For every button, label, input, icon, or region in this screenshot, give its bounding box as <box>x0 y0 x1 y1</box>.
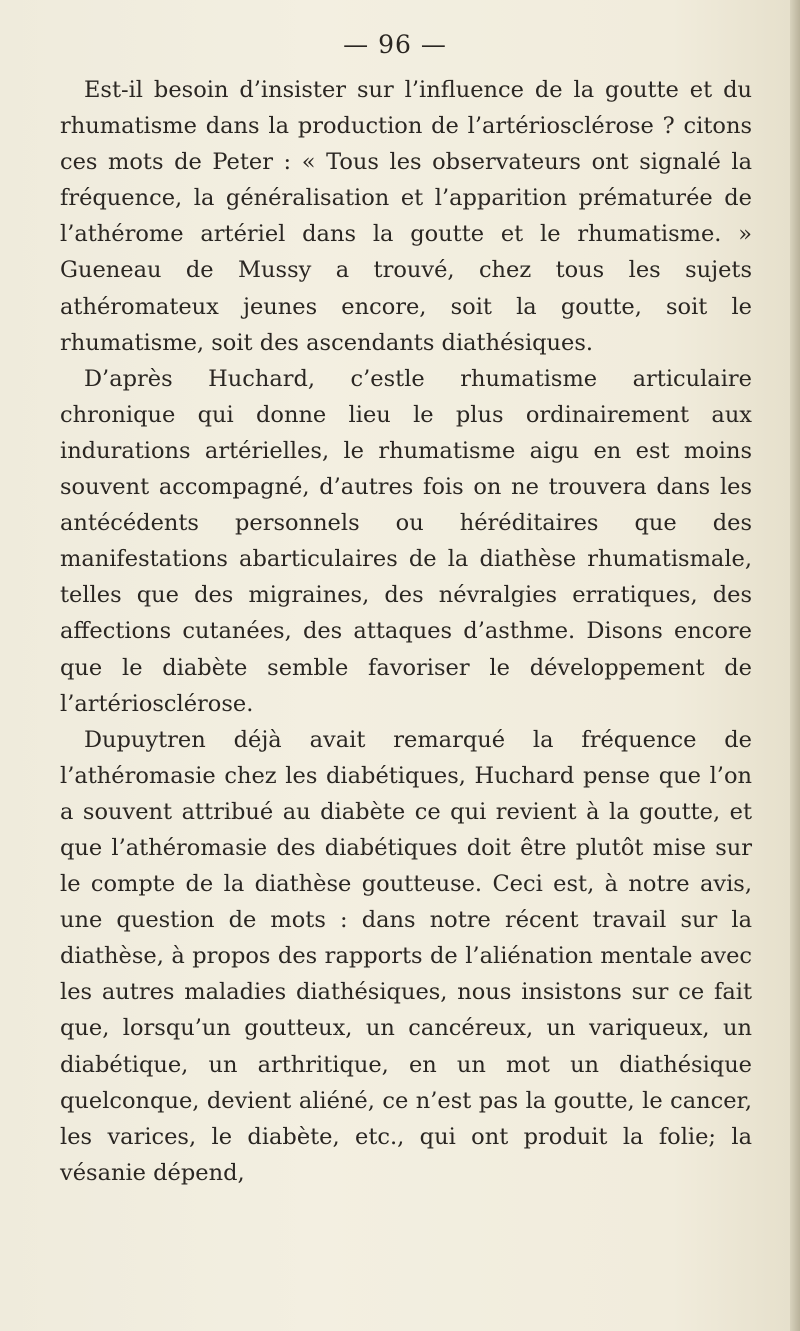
paragraph-2: D’après Huchard, c’estle rhumatisme articulaire chronique qui donne lieu le plus ordinairement aux indurations artérielles, le rhumatisme aigu en est moins souvent accompagné, d’autres fois on ne trouvera dans les antécédents personnels ou héréditaires que des manifestations abarticulaires de la diathèse rhumatismale, telles que des migraines, des névralgies erratiques, des affections cutanées, des attaques d’asthme. Disons encore que le diabète semble favoriser le développement de l’artériosclérose. <box>60 365 752 717</box>
page-number: — 96 — <box>343 30 447 59</box>
page-edge <box>790 0 800 1331</box>
body-text <box>60 72 752 1191</box>
paragraph-1: Est-il besoin d’insister sur l’influence de la goutte et du rhumatisme dans la production de l’artériosclérose ? citons ces mots de Peter : « Tous les observateurs ont signalé la fréquence, la généralisation et l’apparition prématurée de l’athérome artériel dans la goutte et le rhumatisme. » Gueneau de Mussy a trouvé, chez tous les sujets athéromateux jeunes encore, soit la goutte, soit le rhumatisme, soit des ascendants diathésiques. <box>60 77 752 356</box>
paragraph-3: Dupuytren déjà avait remarqué la fréquence de l’athéromasie chez les diabétiques, Huchard pense que l’on a souvent attribué au diabète ce qui revient à la goutte, et que l’athéromasie des diabétiques doit être plutôt mise sur le compte de la diathèse goutteuse. Ceci est, à notre avis, une question de mots : dans notre récent travail sur la diathèse, à propos des rapports de l’aliénation mentale avec les autres maladies diathésiques, nous insistons sur ce fait que, lorsqu’un goutteux, un cancéreux, un variqueux, un diabétique, un arthritique, en un mot un diathésique quelconque, devient aliéné, ce n’est pas la goutte, le cancer, les varices, le diabète, etc., qui ont produit la folie; la vésanie dépend, <box>60 726 752 1186</box>
